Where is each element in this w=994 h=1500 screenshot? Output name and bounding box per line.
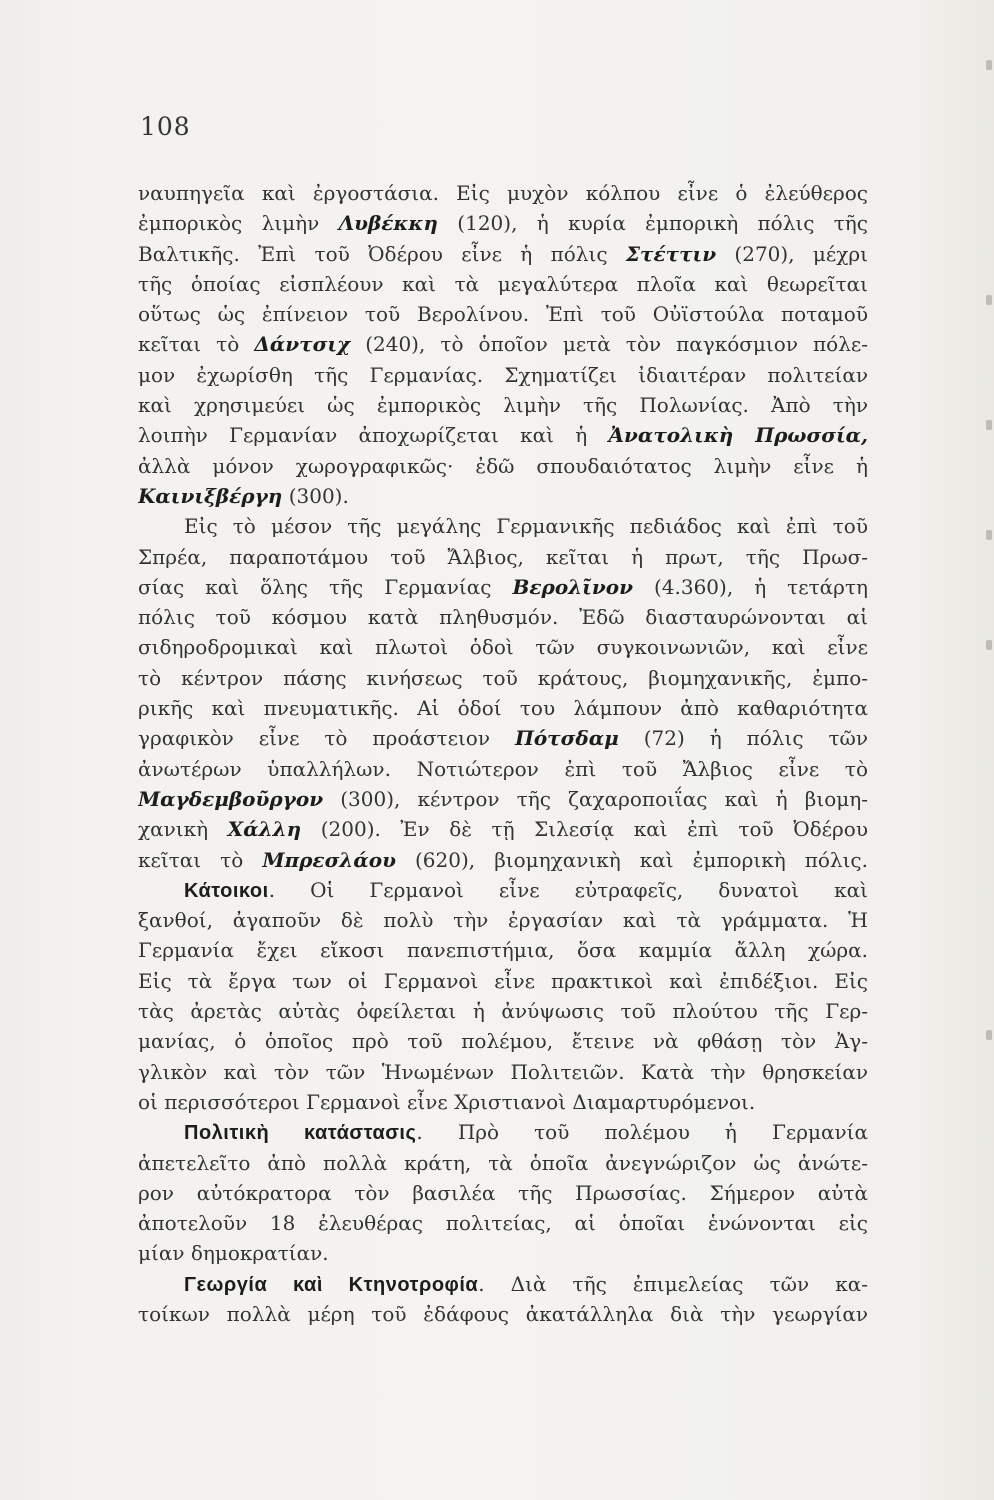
text-line: ἐμπορικὸς λιμὴν Λυβέκκη (120), ἡ κυρία ἐμπορικὴ πόλις τῆς	[138, 211, 868, 236]
text-line: ρικῆς καὶ πνευματικῆς. Αἱ ὁδοί του λάμπουν ἀπὸ καθαριότητα	[138, 696, 868, 721]
page-edge-mark	[986, 420, 992, 430]
text-line: κεῖται τὸ Μπρεσλάου (620), βιομηχανικὴ καὶ ἐμπορικὴ πόλις.	[138, 847, 868, 872]
place-name: Δάντσιχ	[254, 332, 351, 357]
text-line: οὕτως ὡς ἐπίνειον τοῦ Βερολίνου. Ἐπὶ τοῦ Οὐϊστούλα ποταμοῦ	[138, 302, 868, 327]
place-name: Μαγδεμβοῦργον	[138, 786, 324, 811]
text-line: τὸ κέντρον πάσης κινήσεως τοῦ κράτους, βιομηχανικῆς, ἐμπο-	[138, 665, 868, 690]
page-edge-mark	[986, 530, 992, 540]
page-edge-mark	[986, 295, 992, 305]
page-edge-mark	[986, 1030, 992, 1040]
text-line: μον ἐχωρίσθη τῆς Γερμανίας. Σχηματίζει ἰδιαιτέραν πολιτείαν	[138, 362, 868, 387]
text-line: σίας καὶ ὅλης τῆς Γερμανίας Βερολῖνον (4.360), ἡ τετάρτη	[138, 574, 868, 599]
text-line: Μαγδεμβοῦργον (300), κέντρον τῆς ζαχαροποιΐας καὶ ἡ βιομη-	[138, 786, 868, 811]
text-line: τὰς ἀρετὰς αὐτὰς ὀφείλεται ἡ ἀνύψωσις τοῦ πλούτου τῆς Γερ-	[138, 999, 868, 1024]
section-heading: Γεωργία καὶ Κτηνοτροφία	[184, 1273, 479, 1296]
text-line: Γερμανία ἔχει εἴκοσι πανεπιστήμια, ὅσα καμμία ἄλλη χώρα.	[138, 938, 868, 963]
text-line: Γεωργία καὶ Κτηνοτροφία. Διὰ τῆς ἐπιμελείας τῶν κα-	[184, 1271, 868, 1296]
text-line: τῆς ὁποίας εἰσπλέουν καὶ τὰ μεγαλύτερα πλοῖα καὶ θεωρεῖται	[138, 271, 868, 296]
place-name: Στέττιν	[625, 241, 717, 266]
place-name: Λυβέκκη	[338, 211, 438, 236]
text-line: γλικὸν καὶ τὸν τῶν Ἡνωμένων Πολιτειῶν. Κατὰ τὴν θρησκείαν	[138, 1059, 868, 1084]
text-line: μίαν δημοκρατίαν.	[138, 1241, 329, 1266]
text-line: μανίας, ὁ ὁποῖος πρὸ τοῦ πολέμου, ἔτεινε νὰ φθάσῃ τὸν Ἀγ-	[138, 1029, 868, 1054]
text-line: καὶ χρησιμεύει ὡς ἐμπορικὸς λιμὴν τῆς Πολωνίας. Ἀπὸ τὴν	[138, 393, 868, 418]
text-line: χανικὴ Χάλλη (200). Ἐν δὲ τῇ Σιλεσίᾳ καὶ ἐπὶ τοῦ Ὀδέρου	[138, 817, 868, 842]
place-name: Καινιξβέργη	[138, 483, 283, 508]
text-line: ναυπηγεῖα καὶ ἐργοστάσια. Εἰς μυχὸν κόλπου εἶνε ὁ ἐλεύθερος	[138, 181, 868, 205]
text-line: ξανθοί, ἀγαποῦν δὲ πολὺ τὴν ἐργασίαν καὶ τὰ γράμματα. Ἡ	[138, 908, 868, 933]
text-line: ἀλλὰ μόνον χωρογραφικῶς· ἐδῶ σπουδαιότατος λιμὴν εἶνε ἡ	[138, 453, 868, 478]
place-name: Χάλλη	[227, 817, 302, 842]
text-line: Βαλτικῆς. Ἐπὶ τοῦ Ὀδέρου εἶνε ἡ πόλις Στέττιν (270), μέχρι	[138, 241, 868, 266]
text-line: Καινιξβέργη (300).	[138, 483, 349, 508]
place-name: Βερολῖνον	[512, 574, 633, 599]
text-line: λοιπὴν Γερμανίαν ἀποχωρίζεται καὶ ἡ Ἀνατολικὴ Πρωσσία,	[138, 423, 868, 448]
text-line: γραφικὸν εἶνε τὸ προάστειον Πότσδαμ (72) ἡ πόλις τῶν	[138, 726, 868, 751]
page-number: 108	[140, 112, 191, 141]
section-heading: Πολιτικὴ κατάστασις	[184, 1122, 417, 1145]
place-name: Μπρεσλάου	[262, 847, 396, 872]
text-line: πόλις τοῦ κόσμου κατὰ πληθυσμόν. Ἐδῶ διασταυρώνονται αἱ	[138, 605, 868, 630]
text-line: ἀποτελοῦν 18 ἐλευθέρας πολιτείας, αἱ ὁποῖαι ἑνώνονται εἰς	[138, 1211, 868, 1236]
page-edge-mark	[986, 640, 992, 650]
body-text	[138, 178, 868, 1329]
text-line: κεῖται τὸ Δάντσιχ (240), τὸ ὁποῖον μετὰ τὸν παγκόσμιον πόλε-	[138, 332, 868, 357]
text-line: σιδηροδρομικαὶ καὶ πλωτοὶ ὁδοὶ τῶν συγκοινωνιῶν, καὶ εἶνε	[138, 635, 868, 660]
text-line: ρον αὐτόκρατορα τὸν βασιλέα τῆς Πρωσσίας. Σήμερον αὐτὰ	[138, 1180, 868, 1205]
place-name: Ἀνατολικὴ Πρωσσία,	[608, 423, 868, 448]
text-line: τοίκων πολλὰ μέρη τοῦ ἐδάφους ἀκατάλληλα διὰ τὴν γεωργίαν	[138, 1301, 868, 1326]
text-line: Πολιτικὴ κατάστασις. Πρὸ τοῦ πολέμου ἡ Γερμανία	[184, 1120, 868, 1145]
text-line: Εἰς τὸ μέσον τῆς μεγάλης Γερμανικῆς πεδιάδος καὶ ἐπὶ τοῦ	[184, 514, 868, 539]
page-edge-mark	[986, 60, 992, 70]
text-line: Εἰς τὰ ἔργα των οἱ Γερμανοὶ εἶνε πρακτικοὶ καὶ ἐπιδέξιοι. Εἰς	[138, 968, 868, 993]
text-line: οἱ περισσότεροι Γερμανοὶ εἶνε Χριστιανοὶ Διαμαρτυρόμενοι.	[138, 1089, 756, 1114]
section-heading: Κάτοικοι	[184, 879, 269, 902]
place-name: Πότσδαμ	[514, 726, 619, 751]
text-line: Σπρέα, παραποτάμου τοῦ Ἄλβιος, κεῖται ἡ πρωτ, τῆς Πρωσ-	[138, 544, 868, 569]
text-line: ἀνωτέρων ὑπαλλήλων. Νοτιώτερον ἐπὶ τοῦ Ἄλβιος εἶνε τὸ	[138, 756, 868, 781]
text-line: Κάτοικοι. Οἱ Γερμανοὶ εἶνε εὐτραφεῖς, δυνατοὶ καὶ	[184, 877, 868, 902]
text-line: ἀπετελεῖτο ἀπὸ πολλὰ κράτη, τὰ ὁποῖα ἀνεγνώριζον ὡς ἀνώτε-	[138, 1150, 868, 1175]
